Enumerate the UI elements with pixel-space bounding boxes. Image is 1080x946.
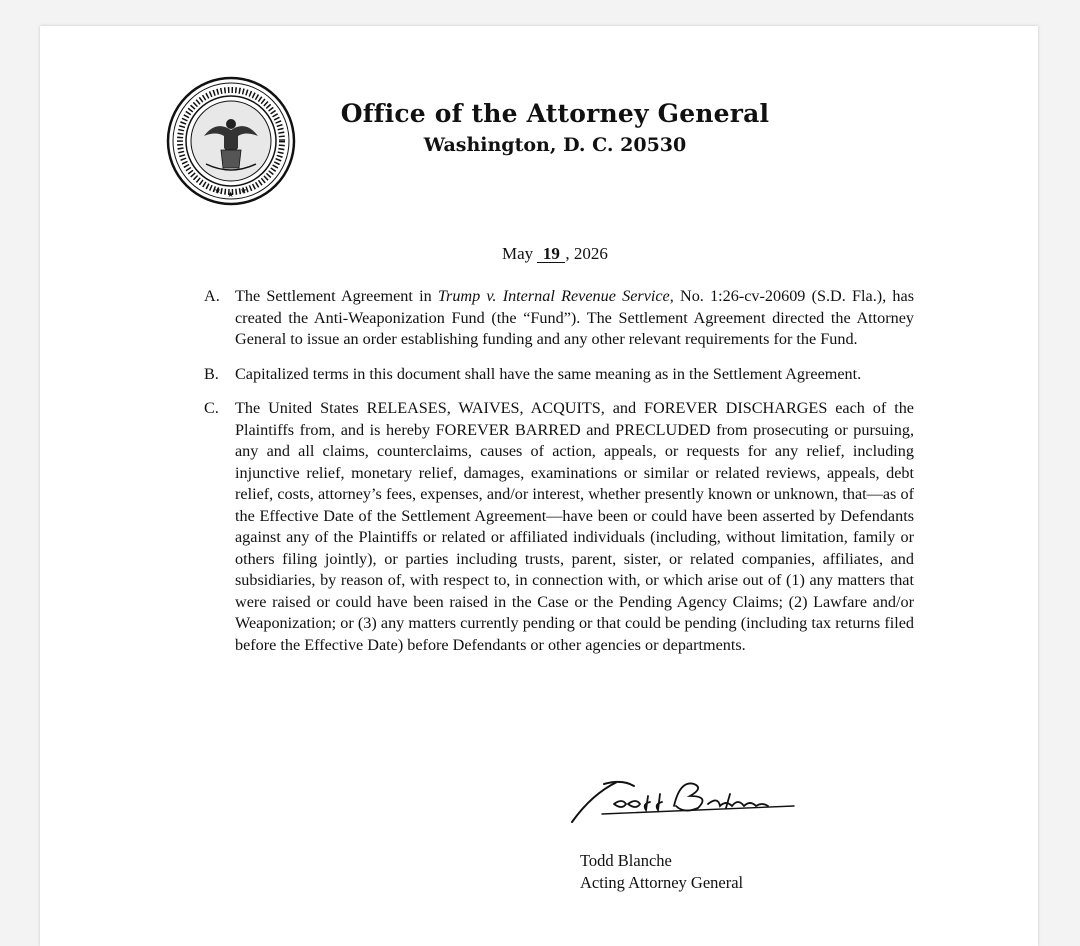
paragraph-letter: A. bbox=[204, 287, 220, 305]
svg-text:★: ★ bbox=[214, 186, 222, 195]
letterhead-title: Office of the Attorney General bbox=[340, 99, 770, 128]
svg-text:★: ★ bbox=[227, 190, 235, 199]
paragraph-text: Capitalized terms in this document shall have the same meaning as in the Settlement Agreement. bbox=[235, 364, 862, 383]
paragraph-b bbox=[204, 364, 914, 386]
case-name: Trump v. Internal Revenue Service bbox=[437, 287, 670, 305]
document-page bbox=[40, 26, 1038, 946]
date-year: , 2026 bbox=[565, 244, 608, 263]
svg-text:★: ★ bbox=[240, 186, 248, 195]
paragraph-text bbox=[235, 286, 914, 351]
paragraph-a-text-end: , No. 1:26-cv-20609 (S.D. Fla.), has created the Anti-Weaponization Fund (the “Fund”). The Settlement Agreement directed the Attorney General to issue an order establishing funding and any other relevant requirements for the Fund. bbox=[235, 287, 914, 348]
paragraph-c bbox=[204, 398, 914, 656]
doj-seal-icon bbox=[166, 76, 296, 206]
signer-block bbox=[580, 850, 743, 894]
paragraph-letter: C. bbox=[204, 399, 219, 417]
document-date bbox=[502, 244, 608, 264]
order-paragraphs bbox=[204, 286, 914, 669]
date-month: May bbox=[502, 244, 534, 263]
date-day: 19 bbox=[537, 245, 565, 263]
paragraph-a bbox=[204, 286, 914, 351]
paragraph-text: The United States RELEASES, WAIVES, ACQUITS, and FOREVER DISCHARGES each of the Plaintiffs from, and is hereby FOREVER BARRED and PRECLUDED from prosecuting or pursuing, any and all claims, counterclaims, causes of action, appeals, or requests for any relief, including injunctive relief, monetary relief, damages, examinations or similar or related reviews, appeals, debt relief, costs, attorney’s fees, expenses, and/or interest, whether presently known or unknown, that—as of the Effective Date of the Settlement Agreement—have been or could have been asserted by Defendants against any of the Plaintiffs or related or affiliated individuals (including, without limitation, family or others filing jointly), or parties including trusts, parent, sister, or related companies, affiliates, and subsidiaries, by reason of, with respect to, in connection with, or which arise out of (1) any matters that were raised or could have been raised in the Case or the Pending Agency Claims; (2) Lawfare and/or Weaponization; or (3) any matters currently pending or that could be pending (including tax returns filed before the Effective Date) before Defendants or other agencies or departments. bbox=[235, 399, 914, 654]
signer-title: Acting Attorney General bbox=[580, 873, 744, 892]
letterhead bbox=[320, 98, 790, 160]
signer-name: Todd Blanche bbox=[580, 851, 672, 870]
paragraph-letter: B. bbox=[204, 364, 219, 383]
paragraph-a-text-start: The Settlement Agreement in bbox=[235, 287, 438, 305]
letterhead-address: Washington, D. C. 20530 bbox=[423, 134, 687, 156]
handwritten-signature bbox=[562, 774, 802, 834]
